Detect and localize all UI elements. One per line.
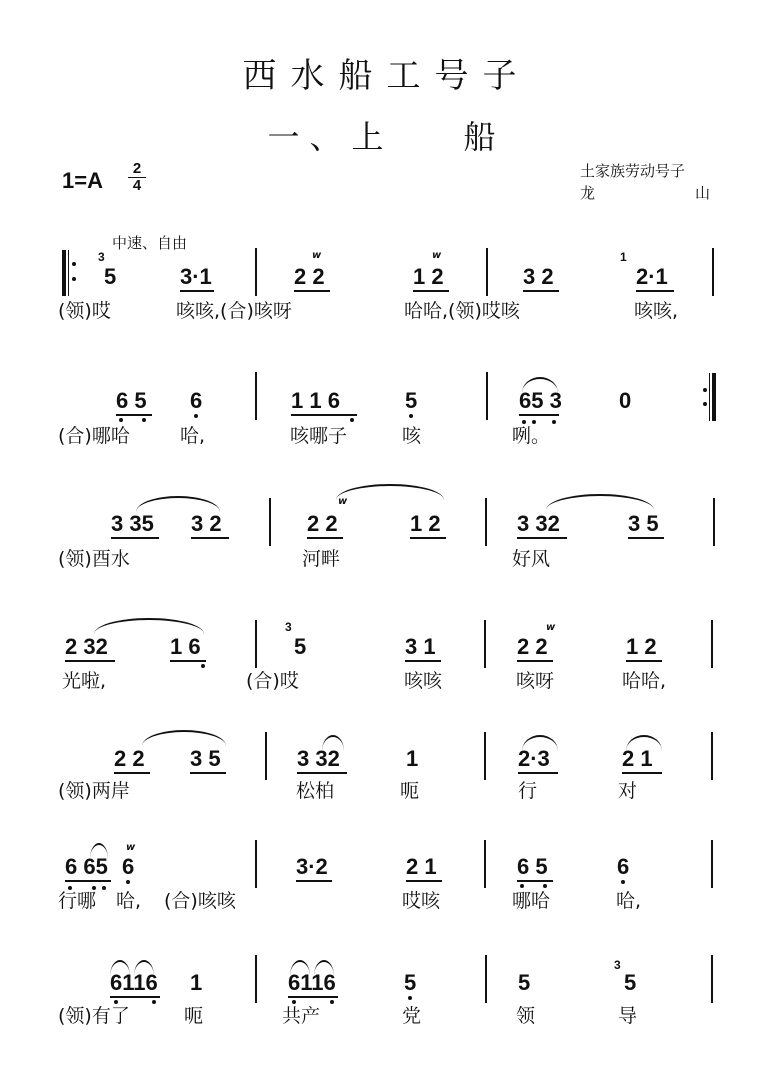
genre-label: 土家族劳动号子 [580, 162, 686, 180]
low-dot [543, 884, 547, 888]
lyric: 哈, [180, 425, 206, 447]
low-dot [409, 414, 413, 418]
barline [711, 840, 713, 888]
region-right: 山 [694, 184, 710, 202]
lyric: 对 [618, 780, 638, 802]
barline [255, 372, 257, 420]
underline [297, 772, 347, 774]
repeat-end-barline [712, 373, 716, 421]
note: 5 [404, 970, 417, 995]
barline [255, 840, 257, 888]
grace-note: 3 [614, 958, 621, 972]
underline [288, 996, 338, 998]
lyric: (领)两岸 [58, 780, 130, 802]
meter-bottom: 4 [132, 177, 142, 194]
meter-top: 2 [132, 160, 142, 177]
lyric: (领)酉水 [58, 548, 130, 570]
lyric: 哪哈 [512, 890, 551, 912]
barline [711, 620, 713, 668]
underline [517, 537, 567, 539]
lyric: 松柏 [296, 780, 335, 802]
note: 65 3 [519, 388, 562, 413]
note: 5 [405, 388, 418, 413]
low-dot [408, 996, 412, 1000]
note: 6 5 [116, 388, 147, 413]
underline [110, 996, 160, 998]
underline [116, 414, 152, 416]
note: 2 1 [622, 746, 653, 771]
repeat-start-thin [68, 250, 69, 296]
note: 5 [624, 970, 637, 995]
note: 3 32 [297, 746, 340, 771]
low-dot [114, 1000, 118, 1004]
barline [485, 498, 487, 546]
barline [712, 248, 714, 296]
lyric: 党 [402, 1005, 422, 1027]
lyric: 哈, [116, 890, 142, 912]
note: 3 2 [523, 264, 554, 289]
underline [622, 772, 662, 774]
underline [519, 414, 559, 416]
low-dot [330, 1000, 334, 1004]
note: 1 6 [170, 634, 201, 659]
underline [406, 880, 442, 882]
barline [486, 248, 488, 296]
underline [517, 880, 553, 882]
mordent-icon: w [338, 496, 348, 507]
underline [405, 660, 441, 662]
low-dot [350, 418, 354, 422]
note: 3 5 [190, 746, 221, 771]
repeat-dot [72, 277, 76, 281]
lyric: 行哪 [58, 890, 97, 912]
note: 2 32 [65, 634, 108, 659]
lyric: 哈哈, [622, 670, 667, 692]
low-dot [119, 418, 123, 422]
note: 3 5 [628, 511, 659, 536]
lyric: (领)有了 [58, 1005, 130, 1027]
lyric: 好风 [512, 548, 551, 570]
note: 6 [122, 854, 135, 879]
lyric: 哈, [616, 890, 642, 912]
underline [294, 290, 330, 292]
slur [136, 496, 220, 512]
low-dot [621, 880, 625, 884]
note: 3·2 [296, 854, 328, 879]
underline [307, 537, 343, 539]
underline [296, 880, 332, 882]
lyric: 河畔 [302, 548, 341, 570]
low-dot [532, 420, 536, 424]
barline [265, 732, 267, 780]
note: 6 [617, 854, 630, 879]
lyric: 哈哈,(领)哎咳 [404, 300, 520, 322]
lyric: 咳咳 [404, 670, 443, 692]
slur [94, 618, 204, 634]
underline [114, 772, 150, 774]
note: 2 2 [517, 634, 548, 659]
note: 3 35 [111, 511, 154, 536]
low-dot [194, 414, 198, 418]
note: 6 [190, 388, 203, 413]
underline [65, 880, 111, 882]
repeat-dot [72, 262, 76, 266]
underline [190, 772, 226, 774]
note: 6116 [288, 970, 336, 995]
note: 3 32 [517, 511, 560, 536]
underline [180, 290, 214, 292]
note: 6 65 [65, 854, 108, 879]
trill-icon: w [126, 842, 136, 853]
note: 3 2 [191, 511, 222, 536]
section-title-part1: 一、上 [267, 118, 394, 156]
note: 1 2 [413, 264, 444, 289]
underline [413, 290, 449, 292]
grace-note: 3 [98, 250, 105, 264]
key-signature: 1=A [62, 168, 103, 193]
lyric: 咳呀 [516, 670, 555, 692]
section-title-part2: 船 [463, 118, 506, 156]
note: 1 [406, 746, 419, 771]
note: 1 2 [626, 634, 657, 659]
barline [711, 955, 713, 1003]
low-dot [142, 418, 146, 422]
song-title: 西水船工号子 [242, 56, 531, 96]
low-dot [102, 886, 106, 890]
lyric: 行 [518, 780, 538, 802]
note: 0 [619, 388, 632, 413]
mordent-icon: w [312, 250, 322, 261]
note: 3·1 [180, 264, 212, 289]
lyric: (合)哎 [246, 670, 299, 692]
lyric: 咳咳, [634, 300, 679, 322]
note: 3 1 [405, 634, 436, 659]
lyric: (合)哪哈 [58, 425, 130, 447]
underline [517, 660, 553, 662]
note: 2·1 [636, 264, 668, 289]
note: 2·3 [518, 746, 550, 771]
lyric: 导 [618, 1005, 638, 1027]
barline [484, 840, 486, 888]
barline [486, 372, 488, 420]
lyric: 共产 [282, 1005, 321, 1027]
barline [711, 732, 713, 780]
note: 2 2 [294, 264, 325, 289]
tempo-marking: 中速、自由 [112, 234, 188, 252]
low-dot [152, 1000, 156, 1004]
lyric: 光啦, [62, 670, 107, 692]
underline [191, 537, 229, 539]
underline [628, 537, 664, 539]
slur [336, 484, 444, 500]
underline [636, 290, 674, 292]
barline [255, 248, 257, 296]
low-dot [522, 420, 526, 424]
underline [523, 290, 559, 292]
grace-note: 1 [620, 250, 627, 264]
low-dot [126, 880, 130, 884]
section-title [0, 112, 773, 158]
region-left: 龙 [580, 184, 596, 202]
note: 6 5 [517, 854, 548, 879]
lyric: (领)哎 [58, 300, 111, 322]
lyric: 咳咳,(合)咳呀 [176, 300, 292, 322]
underline [626, 660, 662, 662]
note: 1 [190, 970, 203, 995]
repeat-dot [703, 402, 707, 406]
repeat-dot [703, 388, 707, 392]
note: 2 1 [406, 854, 437, 879]
source-info [580, 160, 710, 204]
low-dot [201, 664, 205, 668]
barline [484, 620, 486, 668]
underline [291, 414, 357, 416]
lyric: 呃 [400, 780, 420, 802]
underline [111, 537, 159, 539]
lyric: 咧。 [512, 425, 551, 447]
mordent-icon: w [432, 250, 442, 261]
slur [142, 730, 226, 746]
lyric: 呃 [184, 1005, 204, 1027]
underline [170, 660, 206, 662]
note: 6116 [110, 970, 158, 995]
repeat-start-barline [62, 250, 66, 296]
lyric: (合)咳咳 [164, 890, 236, 912]
barline [269, 498, 271, 546]
underline [410, 537, 446, 539]
barline [255, 955, 257, 1003]
mordent-icon: w [546, 622, 556, 633]
barline [255, 620, 257, 668]
repeat-end-thin [709, 373, 710, 421]
low-dot [520, 884, 524, 888]
note: 5 [104, 264, 117, 289]
lyric: 咳 [402, 425, 422, 447]
low-dot [292, 1000, 296, 1004]
note: 5 [518, 970, 531, 995]
barline [713, 498, 715, 546]
barline [484, 732, 486, 780]
note: 2 2 [307, 511, 338, 536]
note: 1 1 6 [291, 388, 340, 413]
note: 2 2 [114, 746, 145, 771]
lyric: 哎咳 [402, 890, 441, 912]
barline [485, 955, 487, 1003]
note: 1 2 [410, 511, 441, 536]
note: 5 [294, 634, 307, 659]
slur [546, 494, 654, 510]
underline [65, 660, 115, 662]
lyric: 咳哪子 [290, 425, 348, 447]
lyric: 领 [516, 1005, 536, 1027]
low-dot [552, 420, 556, 424]
grace-note: 3 [285, 620, 292, 634]
time-signature [128, 162, 146, 193]
underline [518, 772, 558, 774]
